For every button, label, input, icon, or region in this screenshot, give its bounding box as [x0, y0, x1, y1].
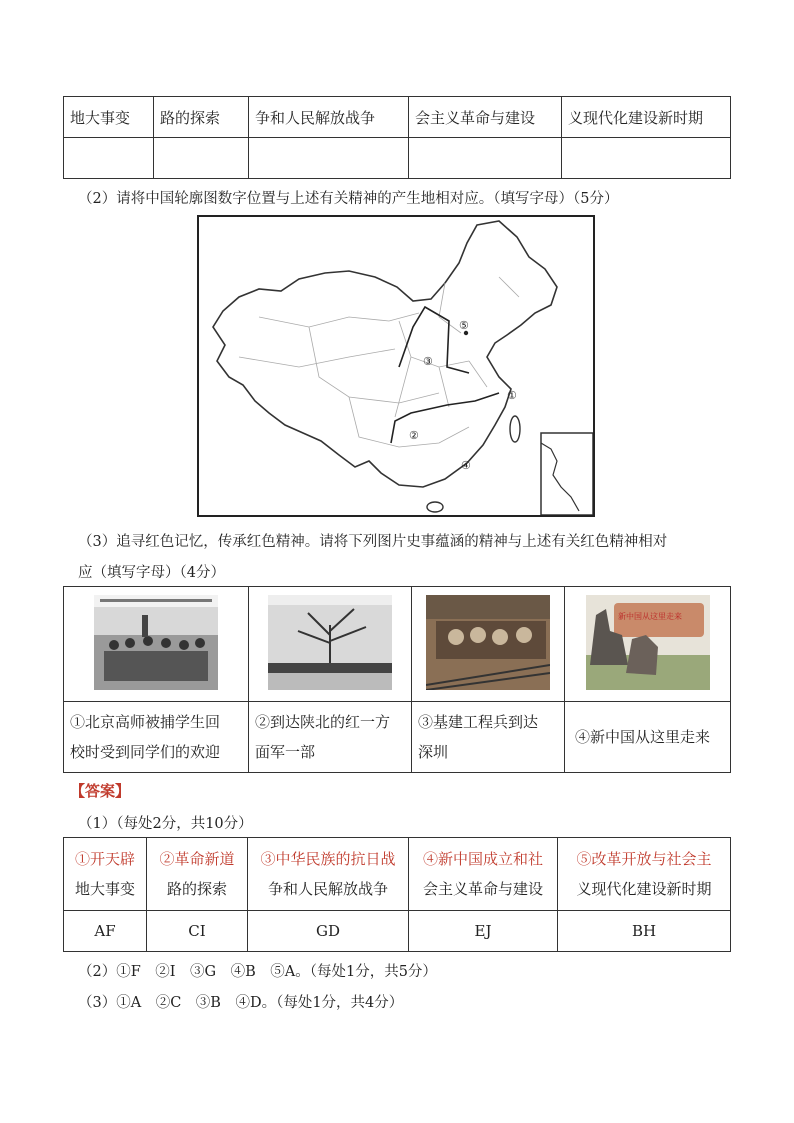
map-marker-1: ① — [507, 389, 517, 402]
map-marker-3: ③ — [423, 355, 433, 368]
table-cell: 地大事变 — [64, 97, 154, 138]
header-red: ①开天辟 — [74, 850, 135, 868]
taiwan-shape — [510, 416, 520, 442]
answer-part3: （3）①A ②C ③B ④D。（每处1分，共4分） — [78, 995, 404, 1011]
question-3-line2: 应（填写字母）（4分） — [78, 565, 225, 581]
answer-value: EJ — [409, 911, 558, 952]
photo-cell — [249, 587, 412, 702]
caption-cell — [249, 702, 412, 773]
table-row — [64, 838, 731, 911]
photo-cell — [412, 587, 565, 702]
answer-header-cell — [147, 838, 248, 911]
answer-value: GD — [248, 911, 409, 952]
china-outline-map — [197, 215, 595, 517]
answer-part2: （2）①F ②I ③G ④B ⑤A。（每处1分，共5分） — [78, 964, 437, 980]
caption-cell — [64, 702, 249, 773]
header-rest: 会主义革命与建设 — [422, 880, 543, 898]
photo-monument — [586, 595, 710, 690]
photo-students-welcome — [94, 595, 218, 690]
header-rest: 路的探索 — [166, 880, 227, 898]
photo-cell — [64, 587, 249, 702]
photo-table — [63, 586, 731, 773]
answer-header-cell — [558, 838, 731, 911]
question-2-prompt: （2）请将中国轮廓图数字位置与上述有关精神的产生地相对应。（填写字母）（5分） — [78, 191, 619, 207]
yangtze-river — [391, 393, 499, 443]
answer-part1: （1）（每处2分，共10分） — [78, 816, 253, 832]
table-cell: 路的探索 — [154, 97, 249, 138]
question-3-line1: （3）追寻红色记忆，传承红色精神。请将下列图片史事蕴涵的精神与上述有关红色精神相对 — [78, 534, 668, 550]
hainan-shape — [427, 502, 443, 512]
table-row — [64, 911, 731, 952]
header-red: ④新中国成立和社 — [422, 850, 543, 868]
map-marker-5: ⑤ — [459, 319, 469, 332]
map-svg — [199, 217, 593, 515]
header-red: ⑤改革开放与社会主 — [576, 850, 712, 868]
caption-line: ③基建工程兵到达 — [418, 713, 539, 731]
table-row — [64, 97, 731, 138]
table-row — [64, 702, 731, 773]
empty-cell — [64, 138, 154, 179]
header-rest: 争和人民解放战争 — [267, 880, 388, 898]
photo-engineering-soldiers — [426, 595, 550, 690]
table-row — [64, 138, 731, 179]
header-red: ③中华民族的抗日战 — [260, 850, 396, 868]
table-cell: 争和人民解放战争 — [249, 97, 409, 138]
caption-line: 深圳 — [418, 743, 449, 761]
table-cell: 会主义革命与建设 — [409, 97, 562, 138]
south-sea-inset — [541, 433, 593, 515]
answer-header-cell — [409, 838, 558, 911]
table-row — [64, 587, 731, 702]
map-marker-2: ② — [409, 429, 419, 442]
answer-label: 【答案】 — [70, 782, 131, 800]
photo-cell — [565, 587, 731, 702]
empty-cell — [409, 138, 562, 179]
caption-line: ①北京高师被捕学生回 — [70, 713, 221, 731]
answer-header-cell — [248, 838, 409, 911]
answer-header-cell — [64, 838, 147, 911]
map-outline — [213, 221, 557, 487]
photo-red-army — [268, 595, 392, 690]
empty-cell — [249, 138, 409, 179]
header-red: ②革命新道 — [159, 850, 235, 868]
caption-line: ④新中国从这里走来 — [575, 728, 711, 746]
answer-value: BH — [558, 911, 731, 952]
map-marker-4: ④ — [461, 459, 471, 472]
header-rest: 地大事变 — [74, 880, 135, 898]
caption-cell — [412, 702, 565, 773]
empty-cell — [562, 138, 731, 179]
caption-line: 校时受到同学们的欢迎 — [70, 743, 221, 761]
monument-inscription: 新中国从这里走来 — [617, 611, 682, 621]
spirit-table-top — [63, 96, 731, 179]
answer-value: CI — [147, 911, 248, 952]
empty-cell — [154, 138, 249, 179]
caption-cell — [565, 702, 731, 773]
caption-line: ②到达陕北的红一方 — [255, 713, 391, 731]
header-rest: 义现代化建设新时期 — [576, 880, 712, 898]
answer-value: AF — [64, 911, 147, 952]
answer-table — [63, 837, 731, 952]
table-cell: 义现代化建设新时期 — [562, 97, 731, 138]
caption-line: 面军一部 — [255, 743, 316, 761]
